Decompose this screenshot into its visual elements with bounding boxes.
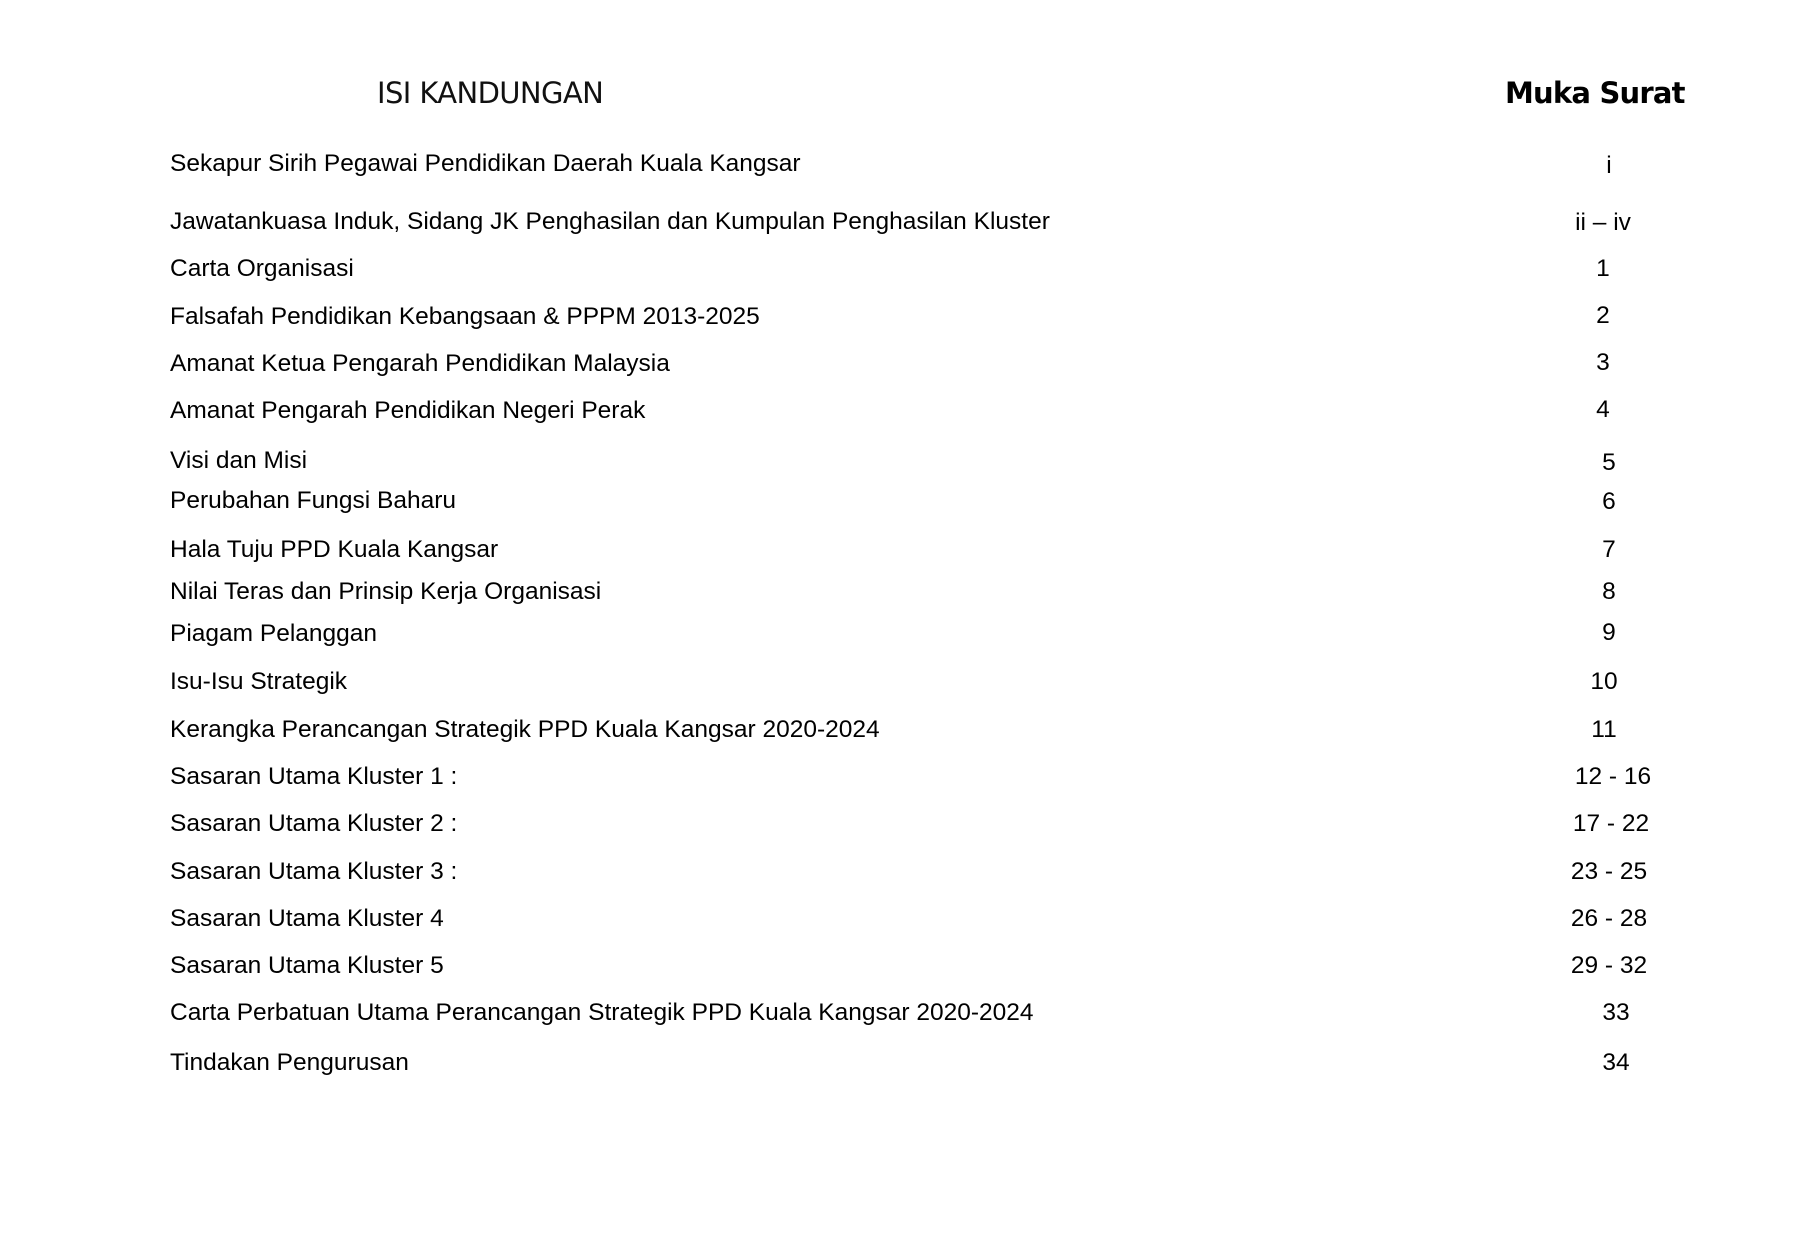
toc-entry-label: Sasaran Utama Kluster 3 : [170, 858, 458, 885]
toc-title: ISI KANDUNGAN [377, 76, 604, 110]
toc-entry-label: Falsafah Pendidikan Kebangsaan & PPPM 2013-2025 [170, 303, 760, 330]
toc-entry-label: Tindakan Pengurusan [170, 1049, 409, 1076]
toc-entry-label: Sasaran Utama Kluster 4 [170, 905, 444, 932]
toc-entry-label: Visi dan Misi [170, 447, 308, 474]
toc-entry-label: Nilai Teras dan Prinsip Kerja Organisasi [170, 578, 602, 605]
toc-entry-page: 12 - 16 [1574, 763, 1652, 790]
toc-entry-label: Carta Organisasi [170, 255, 354, 282]
page-column-heading: Muka Surat [1505, 76, 1685, 110]
toc-entry-page: ii – iv [1575, 209, 1631, 236]
toc-entry-page: 33 [1602, 999, 1630, 1026]
toc-entry-label: Amanat Pengarah Pendidikan Negeri Perak [170, 397, 646, 424]
toc-entry-label: Sasaran Utama Kluster 5 [170, 952, 444, 979]
toc-entry-page: 11 [1591, 716, 1617, 743]
toc-entry-page: i [1606, 152, 1612, 179]
toc-entry-label: Carta Perbatuan Utama Perancangan Strategik PPD Kuala Kangsar 2020-2024 [170, 999, 1034, 1026]
toc-entry-page: 10 [1590, 668, 1618, 695]
toc-entry-label: Sasaran Utama Kluster 2 : [170, 810, 458, 837]
toc-entry-page: 34 [1602, 1049, 1630, 1076]
toc-entry-page: 5 [1602, 449, 1616, 476]
toc-entry-label: Isu-Isu Strategik [170, 668, 348, 695]
toc-entry-page: 4 [1596, 396, 1610, 423]
toc-entry-page: 3 [1596, 349, 1610, 376]
toc-entry-page: 2 [1596, 302, 1610, 329]
toc-entry-label: Hala Tuju PPD Kuala Kangsar [170, 536, 499, 563]
toc-entry-page: 23 - 25 [1570, 858, 1648, 885]
toc-entry-page: 9 [1602, 619, 1616, 646]
toc-entry-label: Amanat Ketua Pengarah Pendidikan Malaysia [170, 350, 670, 377]
toc-entry-label: Sekapur Sirih Pegawai Pendidikan Daerah Kuala Kangsar [170, 150, 801, 177]
toc-entry-page: 17 - 22 [1572, 810, 1650, 837]
toc-entry-label: Kerangka Perancangan Strategik PPD Kuala Kangsar 2020-2024 [170, 716, 880, 743]
toc-entry-page: 6 [1602, 488, 1616, 515]
toc-entry-page: 1 [1596, 255, 1610, 282]
toc-entry-page: 29 - 32 [1570, 952, 1648, 979]
toc-entry-label: Sasaran Utama Kluster 1 : [170, 763, 458, 790]
toc-entry-label: Perubahan Fungsi Baharu [170, 487, 457, 514]
toc-entry-page: 8 [1602, 578, 1616, 605]
toc-entry-page: 26 - 28 [1570, 905, 1648, 932]
toc-entry-label: Piagam Pelanggan [170, 620, 378, 647]
toc-entry-label: Jawatankuasa Induk, Sidang JK Penghasilan dan Kumpulan Penghasilan Kluster [170, 208, 1050, 235]
toc-entry-page: 7 [1602, 536, 1616, 563]
